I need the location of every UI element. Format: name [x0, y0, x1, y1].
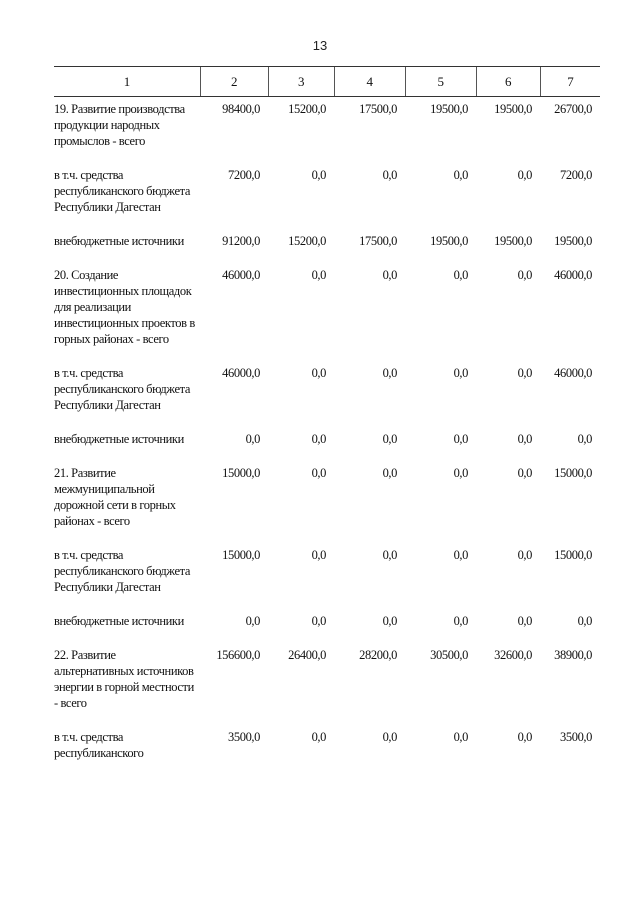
- value-cell: 0,0: [517, 548, 532, 562]
- page-number: 13: [312, 38, 328, 53]
- value-cell: 32600,0: [494, 648, 532, 662]
- table-row: [54, 629, 600, 711]
- value-cell: 15000,0: [554, 466, 592, 480]
- value-cell: 19500,0: [494, 234, 532, 248]
- value-cell: 0,0: [453, 268, 468, 282]
- row-label: в т.ч. средства республиканского: [54, 730, 144, 760]
- value-cell: 0,0: [517, 366, 532, 380]
- value-cell: 7200,0: [560, 168, 592, 182]
- value-cell: 0,0: [245, 614, 260, 628]
- value-cell: 156600,0: [216, 648, 260, 662]
- value-cell: 0,0: [245, 432, 260, 446]
- value-cell: 0,0: [517, 432, 532, 446]
- value-cell: 0,0: [311, 432, 326, 446]
- value-cell: 30500,0: [430, 648, 468, 662]
- value-cell: 15000,0: [554, 548, 592, 562]
- value-cell: 91200,0: [222, 234, 260, 248]
- value-cell: 0,0: [382, 614, 397, 628]
- value-cell: 0,0: [517, 466, 532, 480]
- value-cell: 0,0: [311, 168, 326, 182]
- table-row: [54, 149, 600, 215]
- value-cell: 0,0: [311, 730, 326, 744]
- column-header: 6: [476, 67, 540, 97]
- value-cell: 19500,0: [494, 102, 532, 116]
- column-header: 4: [334, 67, 405, 97]
- value-cell: 0,0: [453, 614, 468, 628]
- value-cell: 0,0: [517, 168, 532, 182]
- value-cell: 0,0: [577, 432, 592, 446]
- column-header: 1: [54, 67, 200, 97]
- value-cell: 0,0: [311, 366, 326, 380]
- value-cell: 17500,0: [359, 102, 397, 116]
- value-cell: 0,0: [311, 614, 326, 628]
- value-cell: 0,0: [311, 466, 326, 480]
- value-cell: 0,0: [382, 730, 397, 744]
- value-cell: 17500,0: [359, 234, 397, 248]
- table-row: [54, 711, 600, 761]
- value-cell: 0,0: [382, 432, 397, 446]
- value-cell: 19500,0: [430, 102, 468, 116]
- value-cell: 38900,0: [554, 648, 592, 662]
- row-label: 21. Развитие межмуниципальной дорожной сети в горных районах - всего: [54, 466, 176, 528]
- value-cell: 0,0: [453, 432, 468, 446]
- column-header: 7: [540, 67, 600, 97]
- row-label: внебюджетные источники: [54, 234, 184, 248]
- value-cell: 0,0: [517, 268, 532, 282]
- table-row: [54, 447, 600, 529]
- row-label: в т.ч. средства республиканского бюджета Республики Дагестан: [54, 548, 190, 594]
- row-label: внебюджетные источники: [54, 432, 184, 446]
- table-row: [54, 595, 600, 629]
- value-cell: 15200,0: [288, 102, 326, 116]
- value-cell: 0,0: [453, 466, 468, 480]
- table-row: [54, 413, 600, 447]
- value-cell: 46000,0: [222, 268, 260, 282]
- value-cell: 0,0: [453, 548, 468, 562]
- value-cell: 0,0: [577, 614, 592, 628]
- value-cell: 0,0: [517, 614, 532, 628]
- row-label: в т.ч. средства республиканского бюджета Республики Дагестан: [54, 168, 190, 214]
- value-cell: 19500,0: [430, 234, 468, 248]
- value-cell: 7200,0: [228, 168, 260, 182]
- value-cell: 46000,0: [554, 366, 592, 380]
- value-cell: 0,0: [382, 168, 397, 182]
- value-cell: 26700,0: [554, 102, 592, 116]
- value-cell: 0,0: [311, 548, 326, 562]
- value-cell: 28200,0: [359, 648, 397, 662]
- value-cell: 98400,0: [222, 102, 260, 116]
- value-cell: 0,0: [382, 466, 397, 480]
- row-label: 19. Развитие производства продукции народных промыслов - всего: [54, 102, 185, 148]
- table-row: [54, 97, 600, 150]
- column-header: 3: [268, 67, 334, 97]
- value-cell: 15200,0: [288, 234, 326, 248]
- value-cell: 0,0: [517, 730, 532, 744]
- value-cell: 3500,0: [228, 730, 260, 744]
- value-cell: 19500,0: [554, 234, 592, 248]
- column-header: 5: [405, 67, 476, 97]
- table-row: [54, 347, 600, 413]
- value-cell: 0,0: [453, 730, 468, 744]
- table-row: [54, 215, 600, 249]
- value-cell: 15000,0: [222, 548, 260, 562]
- value-cell: 0,0: [453, 366, 468, 380]
- value-cell: 46000,0: [222, 366, 260, 380]
- value-cell: 46000,0: [554, 268, 592, 282]
- row-label: внебюджетные источники: [54, 614, 184, 628]
- budget-table: [54, 66, 600, 761]
- row-label: 20. Создание инвестиционных площадок для реализации инвестиционных проектов в горных районах - всего: [54, 268, 195, 346]
- row-label: в т.ч. средства республиканского бюджета Республики Дагестан: [54, 366, 190, 412]
- value-cell: 0,0: [382, 268, 397, 282]
- table-row: [54, 529, 600, 595]
- value-cell: 0,0: [382, 366, 397, 380]
- header-row: [54, 67, 600, 97]
- value-cell: 3500,0: [560, 730, 592, 744]
- table-row: [54, 249, 600, 347]
- column-header: 2: [200, 67, 268, 97]
- value-cell: 0,0: [382, 548, 397, 562]
- value-cell: 0,0: [453, 168, 468, 182]
- value-cell: 0,0: [311, 268, 326, 282]
- value-cell: 15000,0: [222, 466, 260, 480]
- value-cell: 26400,0: [288, 648, 326, 662]
- row-label: 22. Развитие альтернативных источников энергии в горной местности - всего: [54, 648, 194, 710]
